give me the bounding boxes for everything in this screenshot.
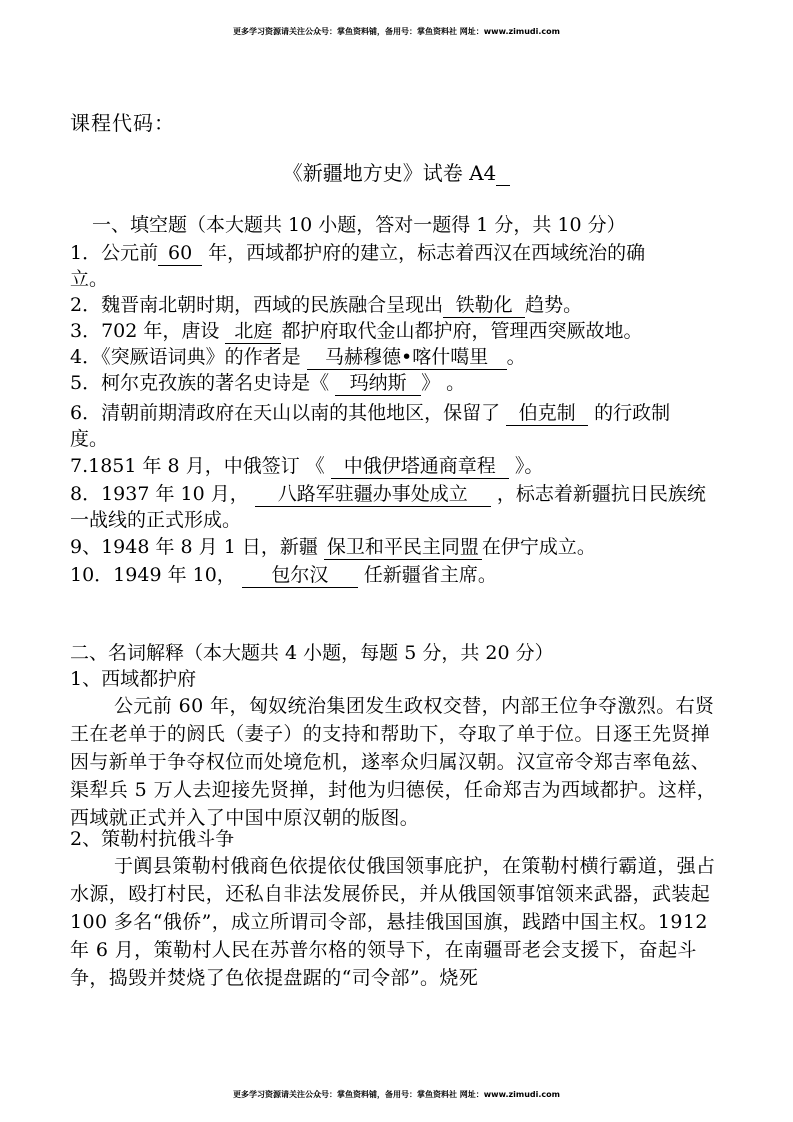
question-7 — [70, 453, 543, 479]
question-5 — [70, 370, 465, 396]
q4-text-a: 4．《突厥语词典》的作者是 — [70, 346, 307, 368]
q9-text-b: 在伊宁成立。 — [481, 536, 596, 558]
exam-title-text: 《新疆地方史》试卷 A4 — [282, 161, 497, 185]
q7-text-b: 》。 — [508, 455, 544, 477]
q6-answer: 伯克制 — [506, 401, 588, 426]
question-8-cont: 一战线的正式形成。 — [70, 509, 242, 531]
q1-text-a: 1．公元前 — [70, 242, 159, 264]
q8-text-b: ，标志着新疆抗日民族统 — [490, 483, 706, 505]
q3-text-a: 3．702 年，唐设 — [70, 320, 226, 342]
section2-heading: 二、名词解释（本大题共 4 小题，每题 5 分，共 20 分） — [70, 642, 554, 664]
q10-text-b: 任新疆省主席。 — [357, 564, 497, 586]
question-10 — [70, 562, 497, 588]
question-1 — [70, 240, 645, 266]
q8-answer: 八路军驻疆办事处成立 — [255, 482, 491, 507]
question-2 — [70, 292, 582, 318]
q2-answer: 铁勒化 — [443, 293, 525, 318]
q1-answer: 60 — [158, 241, 202, 266]
term1-body — [70, 692, 725, 832]
question-9 — [70, 534, 596, 560]
question-6-cont: 度。 — [70, 428, 109, 450]
q5-text-b: 》 。 — [421, 372, 466, 394]
question-4 — [70, 344, 526, 370]
q3-text-b: 都护府取代金山都护府，管理西突厥故地。 — [281, 320, 643, 342]
q5-text-a: 5．柯尔克孜族的著名史诗是《 — [70, 372, 336, 394]
term2-body — [70, 852, 725, 992]
q4-answer: 马赫穆德•喀什噶里 — [307, 345, 507, 370]
page-footer-note: 更多学习资源请关注公众号：掌鱼资料铺，备用号：掌鱼资料社 网址：www.zimudi.com — [233, 1090, 560, 1099]
term1-body-text: 公元前 60 年，匈奴统治集团发生政权交替，内部王位争夺激烈。右贤王在老单于的阏氏（妻子）的支持和帮助下，夺取了单于位。日逐王先贤掸因与新单于争夺权位而处境危机，遂率众归属汉朝。汉宣帝令郑吉率龟兹、渠犁兵 5 万人去迎接先贤掸，封他为归德侯，任命郑吉为西域都护。这样，西域就正式并入了中国中原汉朝的版图。 — [70, 695, 717, 829]
q2-text-a: 2．魏晋南北朝时期，西域的民族融合呈现出 — [70, 294, 444, 316]
question-8 — [70, 481, 706, 507]
term2-title: 2、策勒村抗俄斗争 — [70, 828, 235, 850]
q9-text-a: 9、1948 年 8 月 1 日，新疆 — [70, 536, 324, 558]
q5-answer: 玛纳斯 — [335, 371, 421, 396]
section1-heading: 一、填空题（本大题共 10 小题，答对一题得 1 分，共 10 分） — [92, 214, 626, 236]
q9-answer: 保卫和平民主同盟 — [324, 535, 482, 560]
q8-text-a: 8．1937 年 10 月， — [70, 483, 255, 505]
question-3 — [70, 318, 642, 344]
question-1-cont: 立。 — [70, 268, 109, 290]
question-6 — [70, 400, 670, 426]
q10-text-a: 10．1949 年 10， — [70, 564, 242, 586]
q7-text-a: 7.1851 年 8 月，中俄签订 《 — [70, 455, 331, 477]
q1-text-b: 年，西域都护府的建立，标志着西汉在西域统治的确 — [202, 242, 646, 264]
q3-answer: 北庭 — [225, 319, 281, 344]
term2-body-text: 于阗县策勒村俄商色依提依仗俄国领事庇护，在策勒村横行霸道，强占水源，殴打村民，还私自非法发展侨民，并从俄国领事馆领来武器，武装起 100 多名“俄侨”，成立所谓司令部，悬挂俄国国旗，践踏中国主权。1912 年 6 月，策勒村人民在苏普尔格的领导下，在南疆哥老会支援下，奋起斗争，捣毁并焚烧了色依提盘踞的“司令部”。烧死 — [70, 855, 716, 989]
title-underline — [496, 165, 510, 186]
q6-text-b: 的行政制 — [588, 402, 671, 424]
exam-title — [0, 157, 793, 186]
page-header-note: 更多学习资源请关注公众号：掌鱼资料铺，备用号：掌鱼资料社 网址：www.zimudi.com — [233, 27, 560, 36]
q2-text-b: 趋势。 — [525, 294, 583, 316]
q7-answer: 中俄伊塔通商章程 — [331, 454, 509, 479]
course-code-label: 课程代码： — [70, 111, 175, 135]
q4-text-b: 。 — [506, 346, 526, 368]
q10-answer: 包尔汉 — [242, 563, 358, 588]
q6-text-a: 6．清朝前期清政府在天山以南的其他地区，保留了 — [70, 402, 507, 424]
term1-title: 1、西域都护府 — [70, 668, 197, 690]
